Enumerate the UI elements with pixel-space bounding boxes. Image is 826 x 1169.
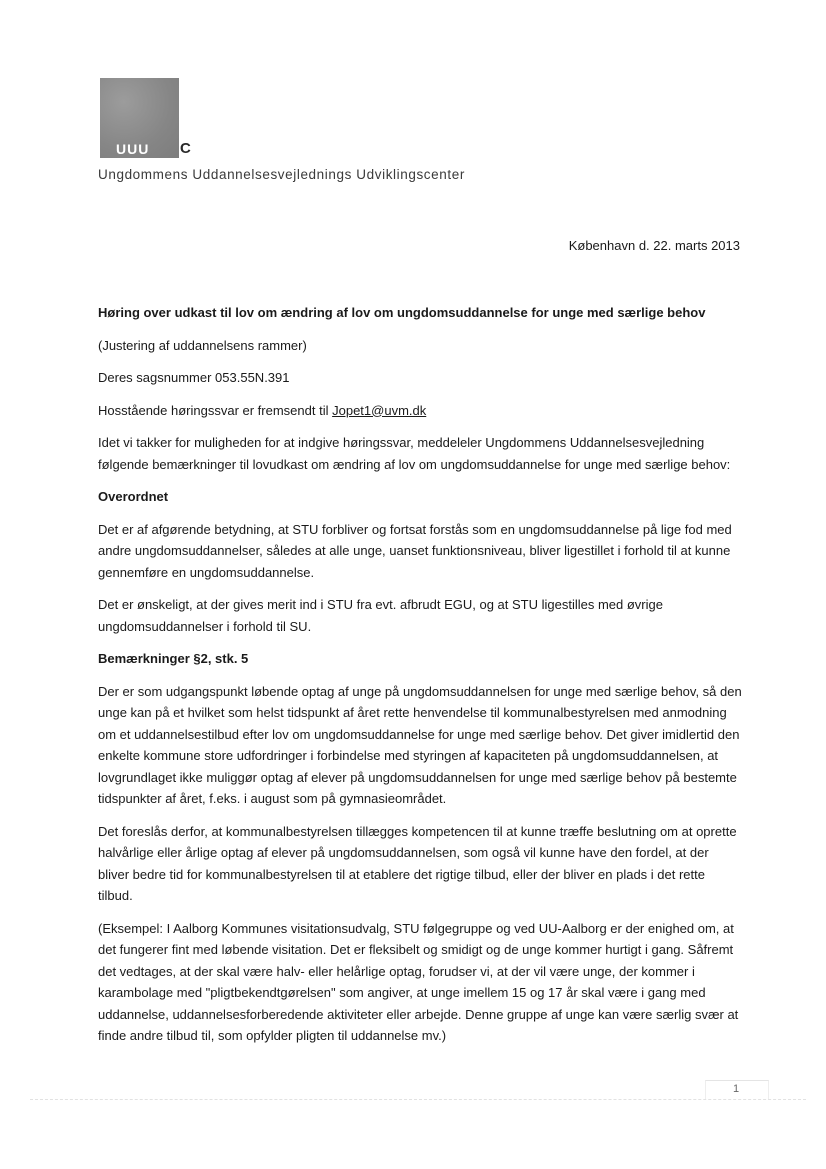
submission-line — [98, 400, 742, 422]
logo-text: UUU — [116, 141, 150, 157]
footer-divider — [30, 1099, 806, 1100]
overordnet-paragraph-2: Det er ønskeligt, at der gives merit ind i STU fra evt. afbrudt EGU, og at STU ligestilles med øvrige ungdomsuddannelser i forhold til SU. — [98, 597, 663, 634]
section-heading-overordnet: Overordnet — [98, 489, 169, 504]
section-heading-bemaerkninger: Bemærkninger §2, stk. 5 — [98, 651, 249, 666]
subject-title: Høring over udkast til lov om ændring af lov om ungdomsuddannelse for unge med særlige behov — [98, 305, 706, 320]
intro-paragraph: Idet vi takker for muligheden for at indgive høringssvar, meddeleler Ungdommens Uddannelsesvejledning følgende bemærkninger til lovudkast om ændring af lov om ungdomsuddannelse for unge med særlige behov: — [98, 435, 731, 472]
email-link[interactable]: Jopet1@uvm.dk — [332, 402, 427, 418]
letter-body — [98, 302, 742, 1058]
page-number: 1 — [733, 1083, 740, 1095]
logo-text-suffix: C — [180, 140, 191, 157]
overordnet-paragraph-1: Det er af afgørende betydning, at STU forbliver og fortsat forstås som en ungdomsuddannelse på lige fod med andre ungdomsuddannelser, således at alle unge, uanset funktionsniveau, bliver ligestillet i forhold til at kunne gennemføre en ungdomsuddannelse. — [98, 521, 732, 580]
organization-name: Ungdommens Uddannelsesvejlednings Udviklingscenter — [98, 167, 465, 182]
case-number: Deres sagsnummer 053.55N.391 — [98, 370, 290, 385]
subject-subtitle: (Justering af uddannelsens rammer) — [98, 337, 307, 353]
bemaerkninger-paragraph-1: Der er som udgangspunkt løbende optag af unge på ungdomsuddannelsen for unge med særlige behov, så den unge kan på et hvilket som helst tidspunkt af året rette henvendelse til kommunalbestyrelsen med anmodning om et uddannelsestilbud efter lov om ungdomsuddannelse for unge med særlige behov. Det giver imidlertid den enkelte kommune store udfordringer i forbindelse med styringen af kapaciteten på ungdomsuddannelsen, at lovgrundlaget ikke muliggør optag af elever på ungdomsuddannelsen for unge med særlige behov på bestemte tidspunkter af året, f.eks. i august som på gymnasieområdet. — [98, 683, 742, 806]
bemaerkninger-paragraph-2: Det foreslås derfor, at kommunalbestyrelsen tillægges kompetencen til at kunne træffe beslutning om at oprette halvårlige eller årlige optag af elever på ungdomsuddannelsen, som også vil kunne have den fordel, at der bliver bedre tid for kommunalbestyrelsen til at etablere det rigtige tilbud, eller der bliver en plads i det rette tilbud. — [98, 823, 737, 903]
bemaerkninger-paragraph-3: (Eksempel: I Aalborg Kommunes visitationsudvalg, STU følgegruppe og ved UU-Aalborg er der enighed om, at det fungerer fint med løbende visitation. Det er fleksibelt og smidigt og de unge kommer hurtigt i gang. Såfremt det vedtages, at der skal være halv- eller helårlige optag, forudser vi, at der vil være unge, der kommer i karambolage med "pligtbekendtgørelsen" som angiver, at unge imellem 15 og 17 år skal være i gang med uddannelse, uddannelsesforberedende aktiviteter eller arbejde. Denne gruppe af unge kan være særlig svær at finde andre tilbud til, som opfylder pligten til uddannelse mv.) — [98, 920, 739, 1043]
dateline: København d. 22. marts 2013 — [568, 238, 740, 253]
submission-text: Hosstående høringssvar er fremsendt til — [98, 402, 333, 418]
